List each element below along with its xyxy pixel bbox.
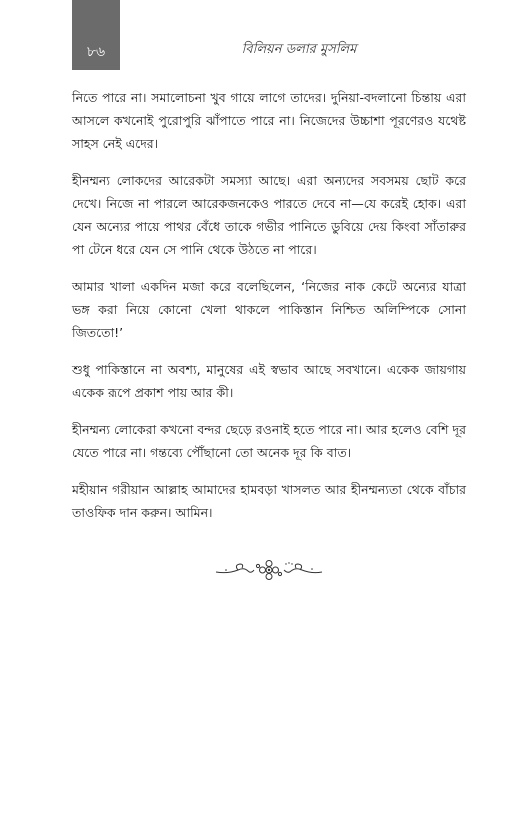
body-text: [72, 86, 466, 538]
paragraph-6: মহীয়ান গরীয়ান আল্লাহ আমাদের হামবড়া খাসলত আর হীনম্মন্যতা থেকে বাঁচার তাওফিক দান করুন। আমিন।: [72, 482, 466, 520]
paragraph-1: নিতে পারে না। সমালোচনা খুব গায়ে লাগে তাদের। দুনিয়া-বদলানো চিন্তায় এরা আসলে কখনোই পুরোপুরি ঝাঁপাতে পারে না। নিজেদের উচ্চাশা পূরণেরও যথেষ্ট সাহস নেই এদের।: [72, 90, 466, 151]
paragraph-2: হীনম্মন্য লোকদের আরেকটা সমস্যা আছে। এরা অন্যদের সবসময় ছোট করে দেখে। নিজে না পারলে আরেকজনকেও পারতে দেবে না—যে করেই হোক। এরা যেন অন্যের পায়ে পাথর বেঁধে তাকে গভীর পানিতে ডুবিয়ে দেয় কিংবা সাঁতারুর পা টেনে ধরে যেন সে পানি থেকে উঠতে না পারে।: [72, 173, 466, 257]
paragraph-5: হীনম্মন্য লোকেরা কখনো বন্দর ছেড়ে রওনাই হতে পারে না। আর হলেও বেশি দূর যেতে পারে না। গন্তব্যে পৌঁছানো তো অনেক দূর কি বাত।: [72, 422, 466, 460]
running-header-title: বিলিয়ন ডলার মুসলিম: [241, 42, 357, 57]
floral-divider-icon: [214, 558, 324, 582]
paragraph-3: আমার খালা একদিন মজা করে বলেছিলেন, ‘নিজের নাক কেটে অন্যের যাত্রা ভঙ্গ করা নিয়ে কোনো খেলা থাকলে পাকিস্তান নিশ্চিত অলিম্পিকে সোনা জিততো!’: [72, 279, 466, 340]
paragraph-4: শুধু পাকিস্তানে না অবশ্য, মানুষের এই স্বভাব আছে সবখানে। একেক জায়গায় একেক রূপে প্রকাশ পায় আর কী।: [72, 362, 466, 400]
page-number: ৮৬: [86, 44, 106, 60]
